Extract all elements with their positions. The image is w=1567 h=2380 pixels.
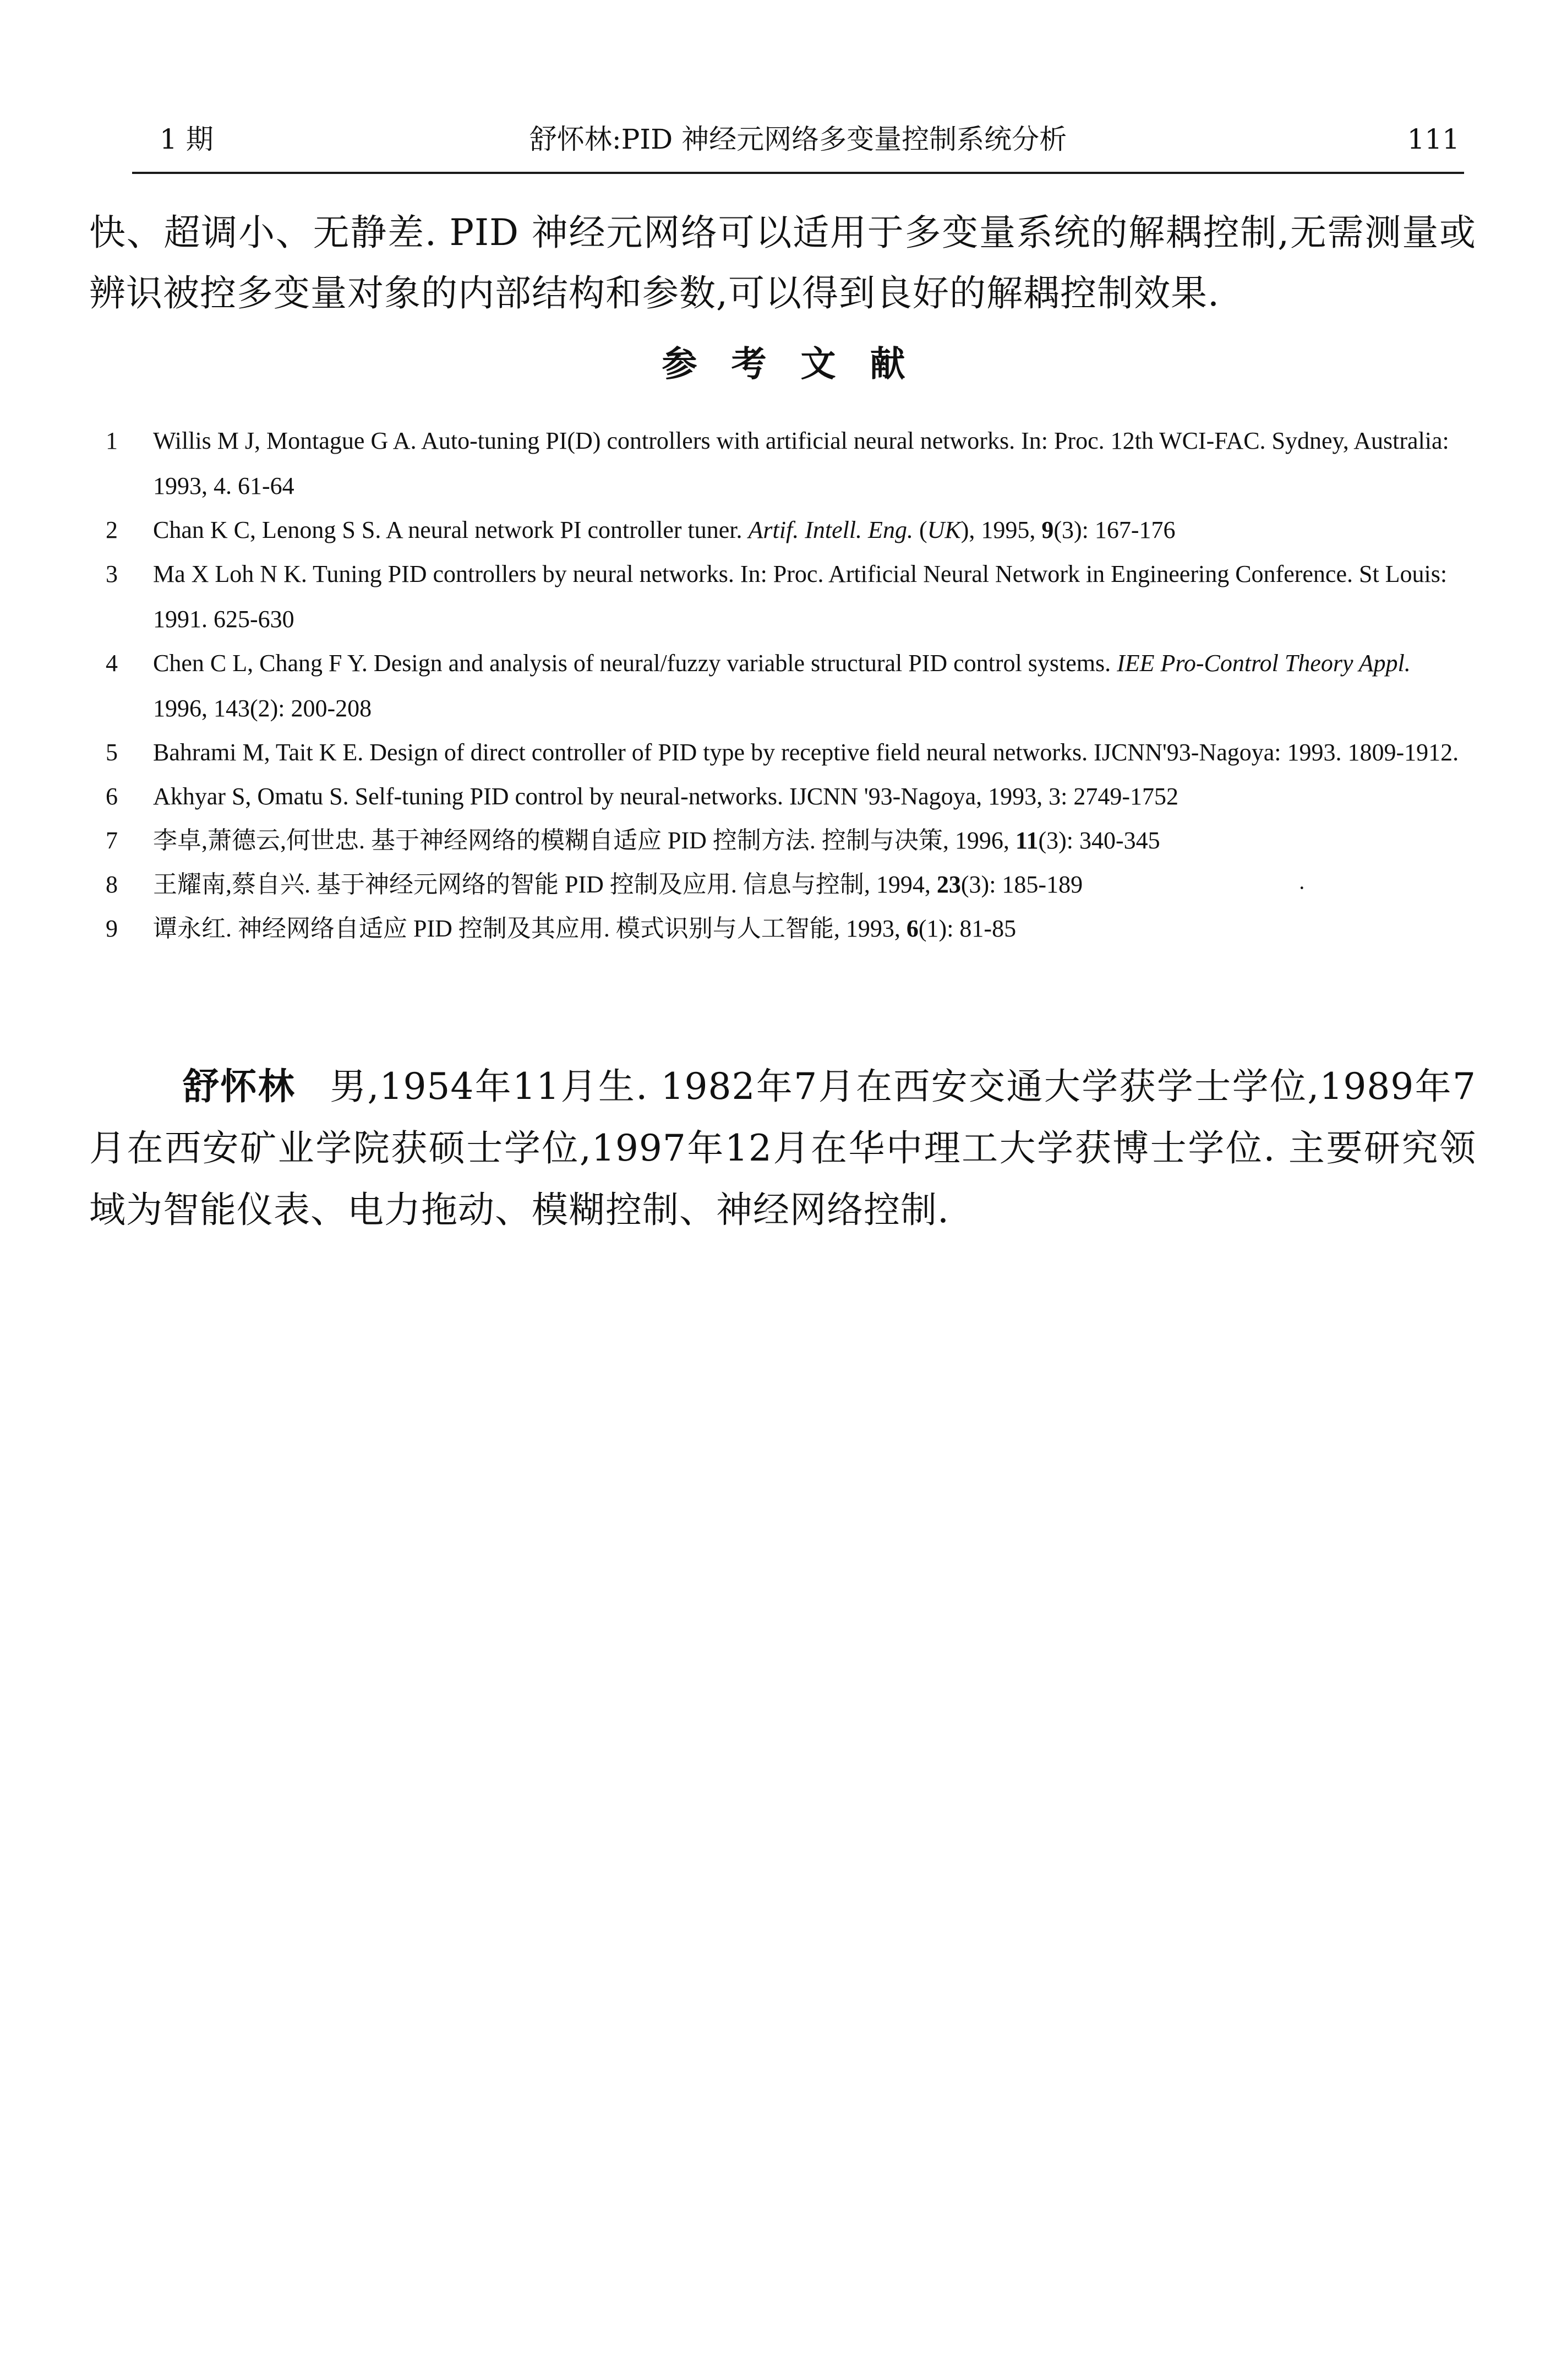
- reference-item: [106, 774, 1471, 819]
- reference-text: Artif. Intell. Eng.: [748, 516, 913, 543]
- reference-text: 9: [1041, 516, 1054, 543]
- reference-text: Chan K C, Lenong S S. A neural network PI controller tuner.: [153, 516, 749, 543]
- reference-text: Akhyar S, Omatu S. Self-tuning PID control by neural-networks. IJCNN '93-Nagoya, 1993, 3: 2749-1752: [153, 783, 1179, 810]
- author-name: 舒怀林: [183, 1065, 296, 1108]
- reference-text: (3): 167-176: [1053, 516, 1176, 543]
- reference-number: 6: [106, 783, 118, 810]
- reference-item: [106, 730, 1471, 775]
- running-title: 舒怀林:PID 神经元网络多变量控制系统分析: [529, 123, 1067, 155]
- reference-number: 3: [106, 560, 118, 587]
- reference-text: 谭永红. 神经网络自适应 PID 控制及其应用. 模式识别与人工智能, 1993,: [153, 915, 907, 942]
- reference-text: 王耀南,蔡自兴. 基于神经元网络的智能 PID 控制及应用. 信息与控制, 1994,: [153, 871, 937, 898]
- body-paragraph: 快、超调小、无静差. PID 神经元网络可以适用于多变量系统的解耦控制,无需测量或辨识被控多变量对象的内部结构和参数,可以得到良好的解耦控制效果.: [89, 211, 1476, 314]
- reference-item: [106, 641, 1471, 731]
- reference-item: [106, 552, 1471, 642]
- reference-text: Ma X Loh N K. Tuning PID controllers by neural networks. In: Proc. Artificial Neural Network in Engineering Conference. St Louis: 1991. 625-630: [153, 560, 1448, 633]
- reference-text: 李卓,萧德云,何世忠. 基于神经网络的模糊自适应 PID 控制方法. 控制与决策, 1996,: [153, 827, 1015, 854]
- reference-number: 8: [106, 871, 118, 898]
- author-biography: [89, 1056, 1476, 1241]
- reference-text: (: [913, 516, 927, 543]
- reference-number: 2: [106, 516, 118, 543]
- reference-text: UK: [927, 516, 961, 543]
- references-heading: 参考文献: [662, 344, 940, 385]
- reference-text: IEE Pro-Control Theory Appl.: [1117, 650, 1411, 677]
- reference-list: [106, 418, 1471, 950]
- stray-mark: ·: [1298, 875, 1306, 900]
- reference-text: 1996, 143(2): 200-208: [153, 695, 372, 722]
- reference-text: ), 1995,: [960, 516, 1042, 543]
- reference-number: 4: [106, 650, 118, 677]
- reference-item: [106, 418, 1471, 509]
- reference-item: [106, 862, 1471, 907]
- reference-item: [106, 818, 1471, 863]
- reference-text: Chen C L, Chang F Y. Design and analysis of neural/fuzzy variable structural PID control systems.: [153, 650, 1117, 677]
- page-number: 111: [1407, 123, 1460, 155]
- reference-text: (3): 340-345: [1038, 827, 1160, 854]
- reference-text: (3): 185-189: [960, 871, 1083, 898]
- reference-item: [106, 906, 1471, 951]
- reference-text: 23: [936, 871, 961, 898]
- reference-text: 11: [1015, 827, 1039, 854]
- reference-text: Willis M J, Montague G A. Auto-tuning PI(D) controllers with artificial neural networks. In: Proc. 12th WCI-FAC. Sydney, Australia: 1993, 4. 61-64: [153, 427, 1449, 499]
- running-header: [132, 113, 1464, 162]
- reference-number: 9: [106, 915, 118, 942]
- reference-number: 5: [106, 739, 118, 766]
- reference-text: (1): 81-85: [918, 915, 1017, 942]
- reference-number: 7: [106, 827, 118, 854]
- issue-number: 1 期: [160, 123, 214, 155]
- header-rule: [132, 172, 1464, 174]
- reference-text: 6: [906, 915, 919, 942]
- reference-number: 1: [106, 427, 118, 454]
- reference-text: Bahrami M, Tait K E. Design of direct controller of PID type by receptive field neural networks. IJCNN'93-Nagoya: 1993. 1809-1912.: [153, 739, 1459, 766]
- reference-item: [106, 508, 1471, 553]
- author-biography-text: 男,1954年11月生. 1982年7月在西安交通大学获学士学位,1989年7月在西安矿业学院获硕士学位,1997年12月在华中理工大学获博士学位. 主要研究领域为智能仪表、电力拖动、模糊控制、神经网络控制.: [89, 1065, 1477, 1231]
